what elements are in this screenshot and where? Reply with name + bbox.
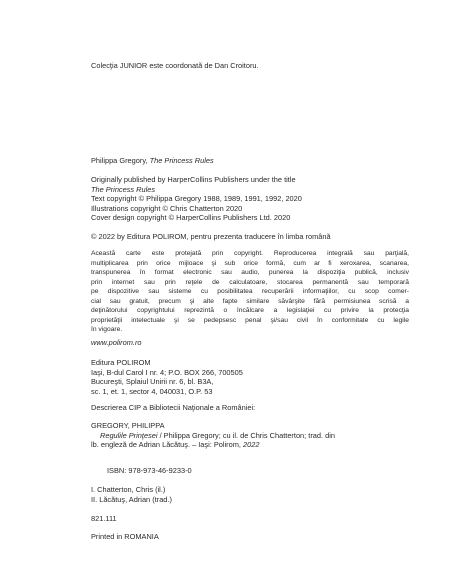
cover-copyright: Cover design copyright © HarperCollins Publishers Ltd. 2020 xyxy=(91,213,291,223)
address-line: Iaşi, B-dul Carol I nr. 4; P.O. BOX 266, 700505 xyxy=(91,367,243,377)
publisher-address xyxy=(91,358,409,396)
original-line: Originally published by HarperCollins Publishers under the title xyxy=(91,175,296,184)
notice-line: în vigoare. xyxy=(91,326,123,333)
notice-line: prin internet sau prin reţele de calculatoare, stocarea permanentă sau temporară xyxy=(91,278,409,286)
isbn-text: ISBN: 978-973-46-9233-0 xyxy=(107,466,192,475)
address-line: Bucureşti, Splaiul Unirii nr. 6, bl. B3A, xyxy=(91,377,214,387)
publisher-name: Editura POLIROM xyxy=(91,358,151,367)
cip-author: GREGORY, PHILIPPA xyxy=(91,421,165,430)
polirom-copyright-text: © 2022 by Editura POLIROM, pentru prezenta traducere în limba română xyxy=(91,232,331,241)
notice-line: Această carte este protejată prin copyright. Reproducerea integrală sau parţială, xyxy=(91,250,409,257)
cip-heading xyxy=(91,403,409,413)
illustrations-copyright: Illustrations copyright © Chris Chatterton 2020 xyxy=(91,203,243,213)
notice-line: pe dispozitive sau sisteme cu posibilitatea recuperării informaţiilor, cu scop comer- xyxy=(91,288,409,295)
classification-text: 821.111 xyxy=(91,514,117,523)
series-note xyxy=(91,61,409,71)
polirom-copyright xyxy=(91,232,409,242)
address-line: sc. 1, et. 1, sector 4, 040031, O.P. 53 xyxy=(91,386,213,396)
notice-line: multiplicarea prin orice mijloace şi sub orice formă, cum ar fi xeroxarea, scanarea, xyxy=(91,259,409,267)
translated-title: Regulile Prinţesei xyxy=(100,430,158,440)
contributors xyxy=(91,485,409,504)
author-name: Philippa Gregory, xyxy=(91,156,150,165)
notice-line: proprietăţii intelectuale şi se pedepsesc penal şi/sau civil în conformitate cu legile xyxy=(91,316,409,324)
cip-desc-text: lb. engleză de Adrian Lăcătuş. – Iaşi: Polirom, xyxy=(91,440,244,450)
book-title: The Princess Rules xyxy=(149,156,214,165)
title-line xyxy=(91,156,409,166)
printed-in-text: Printed in ROMANIA xyxy=(91,532,159,541)
original-publication xyxy=(91,175,409,223)
classification xyxy=(91,514,409,524)
text-copyright: Text copyright © Philippa Gregory 1988, 1989, 1991, 1992, 2020 xyxy=(91,194,302,204)
printed-in xyxy=(91,532,409,542)
original-title: The Princess Rules xyxy=(91,184,156,194)
isbn xyxy=(91,466,409,476)
cip-desc-text: / Philippa Gregory; cu il. de Chris Chatterton; trad. din xyxy=(157,430,335,440)
cip-description xyxy=(91,421,409,450)
website xyxy=(91,338,409,348)
copyright-notice xyxy=(91,249,409,335)
notice-line: cial sau gratuit, precum şi alte fapte similare săvârşite fără permisiunea scrisă a xyxy=(91,297,409,305)
notice-line: deţinătorului copyrightului reprezintă o încălcare a legislaţiei cu privire la protecţia xyxy=(91,307,409,314)
contributor-illustrator: I. Chatterton, Chris (il.) xyxy=(91,485,166,494)
series-note-text: Colecţia JUNIOR este coordonată de Dan Croitoru. xyxy=(91,61,259,70)
cip-heading-text: Descrierea CIP a Bibliotecii Naţionale a României: xyxy=(91,403,256,412)
website-text: www.polirom.ro xyxy=(91,338,142,347)
cip-year: 2022 xyxy=(243,440,260,450)
notice-line: transpunerea în format electronic sau audio, punerea la dispoziţia publică, inclusiv xyxy=(91,269,409,276)
contributor-translator: II. Lăcătuş, Adrian (trad.) xyxy=(91,494,172,504)
